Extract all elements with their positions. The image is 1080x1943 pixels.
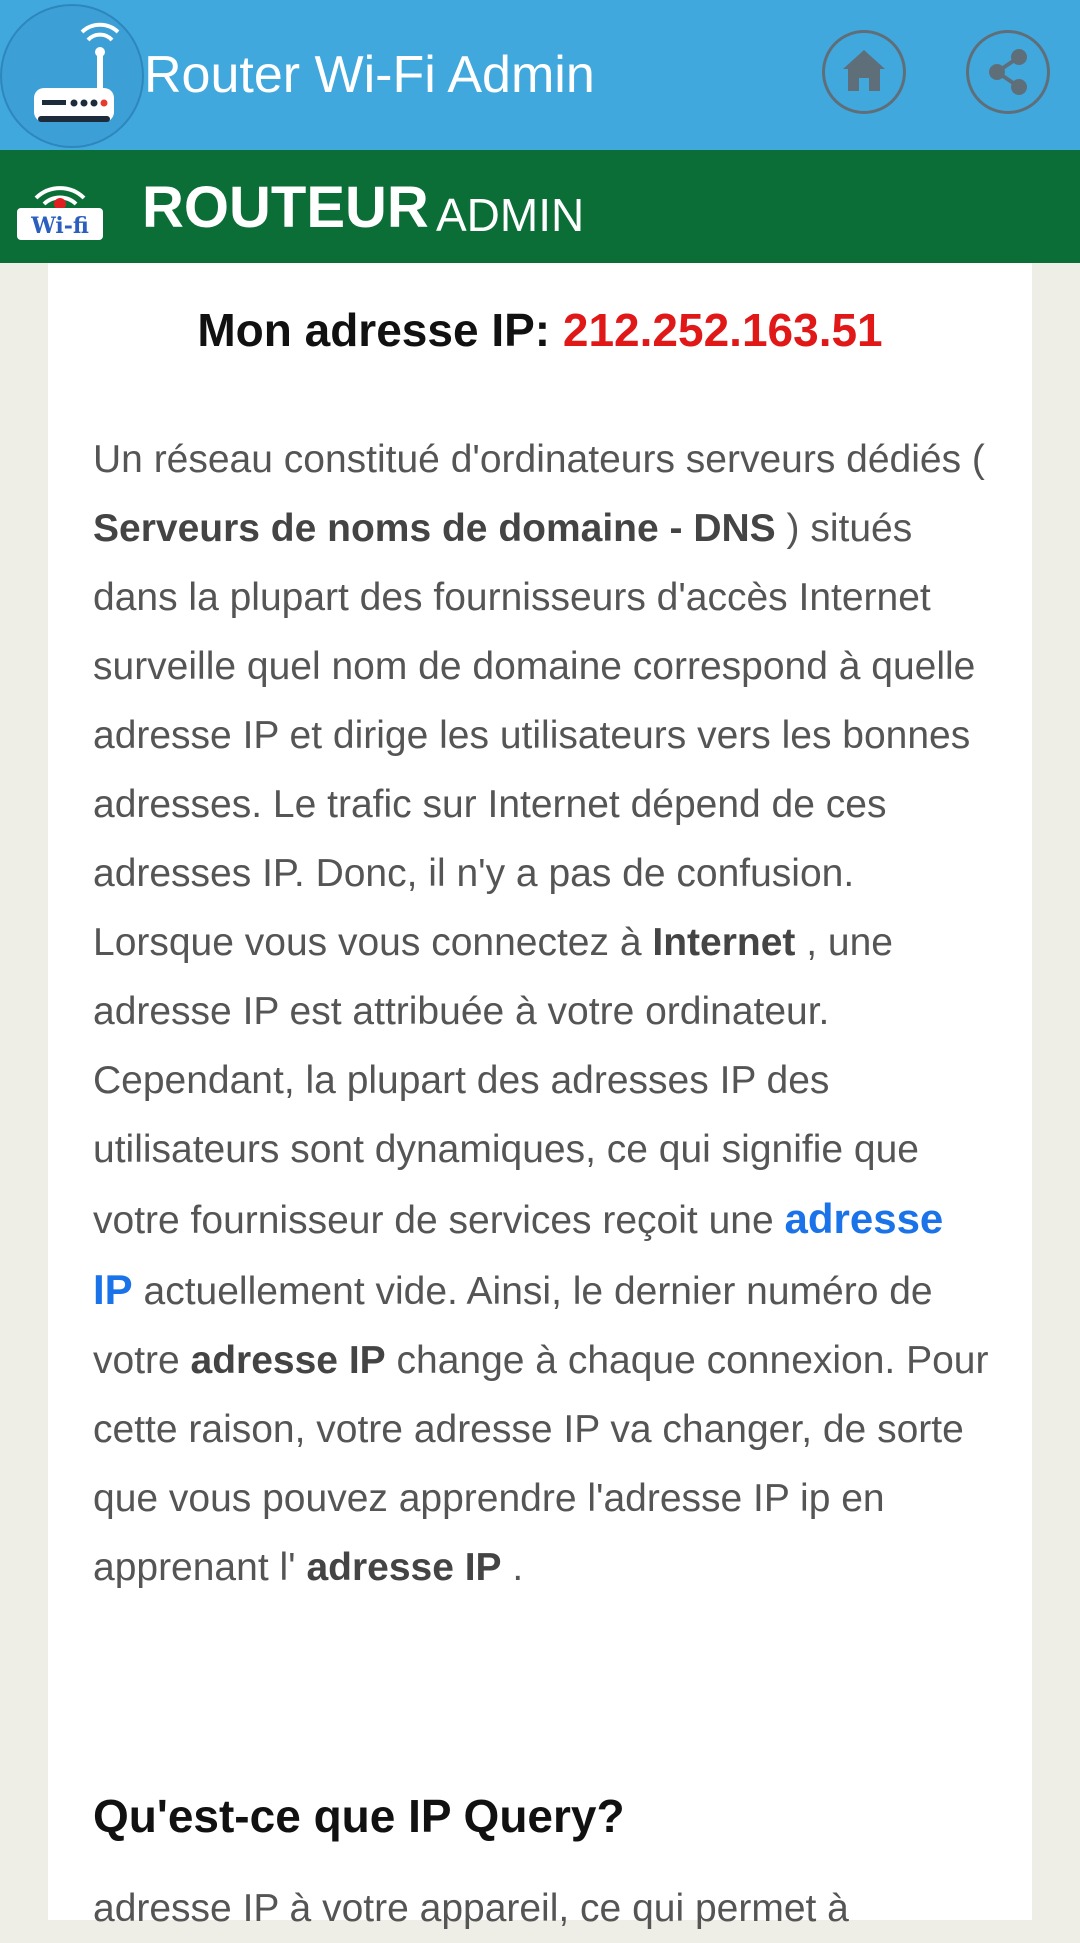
article-text: . — [501, 1546, 524, 1589]
article-text: Un réseau constitué d'ordinateurs serveurs dédiés ( — [93, 438, 985, 481]
app-bar — [0, 0, 1080, 150]
article-bold-dns: Serveurs de noms de domaine - DNS — [93, 507, 776, 550]
article-paragraph — [93, 425, 993, 1602]
ip-label: Mon adresse IP: — [197, 304, 551, 356]
app-title: Router Wi-Fi Admin — [144, 46, 595, 104]
section-heading: Qu'est-ce que IP Query? — [93, 1790, 625, 1842]
wifi-logo — [14, 174, 106, 247]
ip-value: 212.252.163.51 — [562, 304, 883, 356]
home-icon — [825, 33, 903, 111]
svg-text:Wi-fi: Wi-fi — [31, 213, 89, 239]
article-text: , une adresse IP est attribuée à votre ordinateur. Cependant, la plupart des adresses IP des utilisateurs sont dynamiques, ce qui signifie que votre fournisseur de services reçoit une — [93, 921, 919, 1242]
share-icon — [969, 33, 1047, 111]
article-text: change à chaque connexion. Pour cette raison, votre adresse IP va changer, de sorte que vous pouvez apprendre l'adresse IP ip en apprenant l' — [93, 1339, 989, 1589]
brand-bar — [0, 150, 1080, 263]
router-icon — [0, 4, 144, 148]
article-bold-adresse-ip: adresse IP — [190, 1339, 386, 1382]
ip-address-line — [0, 300, 1080, 360]
share-button[interactable] — [966, 30, 1050, 114]
article-bold-internet: Internet — [652, 921, 796, 964]
section-paragraph: adresse IP à votre appareil, ce qui permet à — [93, 1887, 849, 1930]
article-text: actuellement vide. Ainsi, le dernier numéro de votre — [93, 1270, 933, 1382]
brand-subtitle: ADMIN — [436, 189, 585, 241]
home-button[interactable] — [822, 30, 906, 114]
article-text: ) situés dans la plupart des fournisseurs d'accès Internet surveille quel nom de domaine correspond à quelle adresse IP et dirige les utilisateurs vers les bonnes adresses. Le trafic sur Internet dépend de ces adresses IP. Donc, il n'y a pas de confusion. Lorsque vous vous connectez à — [93, 507, 976, 964]
brand-title: ROUTEUR — [142, 175, 429, 240]
article-bold-adresse-ip: adresse IP — [306, 1546, 502, 1589]
adresse-ip-link[interactable]: adresse IP — [93, 1195, 944, 1313]
